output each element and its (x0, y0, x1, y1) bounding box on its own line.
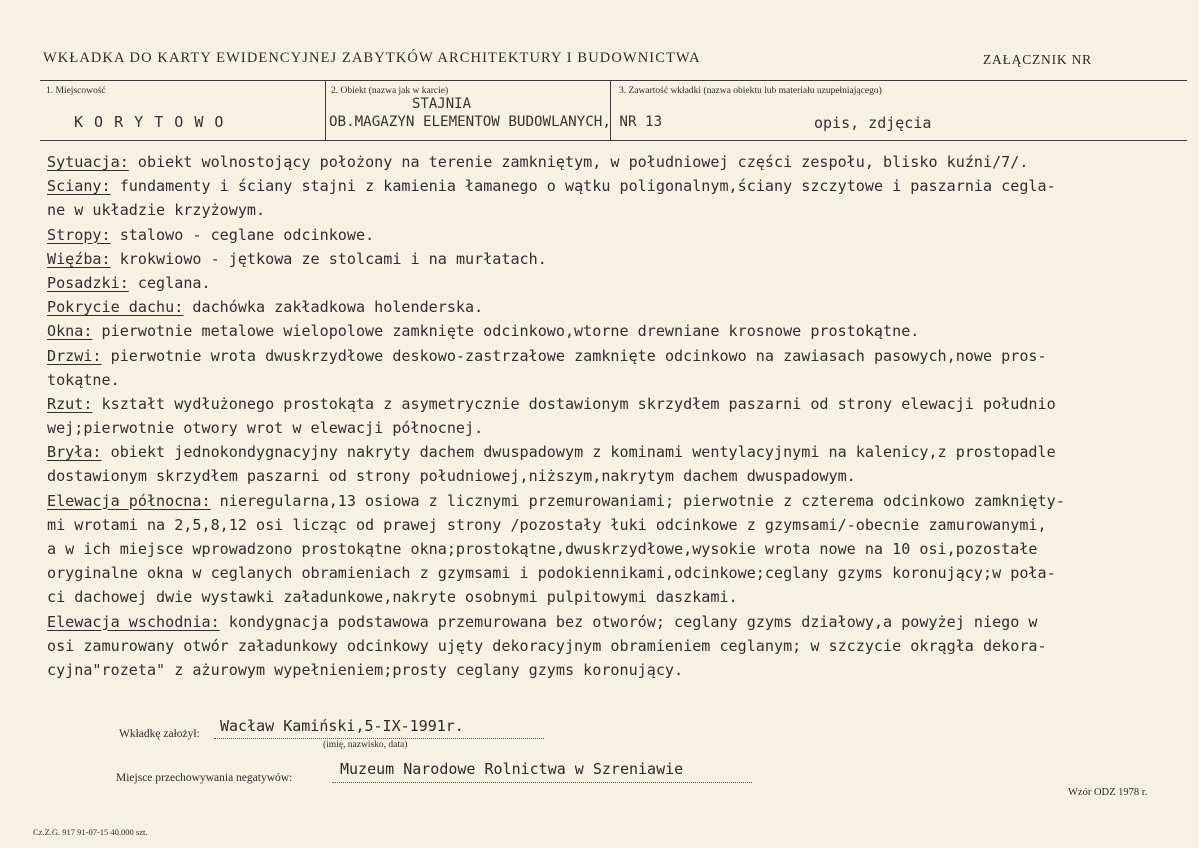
section-text: ceglana. (128, 273, 211, 292)
description-line (47, 489, 1192, 513)
section-text: obiekt wolnostojący położony na terenie zamkniętym, w południowej części zespołu, blisko kuźni/7/. (128, 153, 1029, 171)
section-label: Sciany: (47, 177, 111, 196)
attachment-number-label: ZAŁĄCZNIK NR (983, 52, 1092, 67)
description-line (47, 585, 1192, 609)
section-text: dachówka zakładkowa holenderska. (183, 298, 484, 317)
section-text: obiekt jednokondygnacyjny nakryty dachem dwuspadowym z kominami wentylacyjnymi na kalenicy,z prostopadle (101, 443, 1056, 462)
description-line (47, 150, 1192, 174)
section-text: ci dachowej dwie wystawki załadunkowe,nakryte osobnymi pulpitowymi daszkami. (47, 588, 738, 607)
field-content-label: 3. Zawartość wkładki (nazwa obiektu lub materiału uzupełniającego) (619, 86, 882, 96)
section-text: wej;pierwotnie otwory wrot w elewacji północnej. (47, 419, 484, 438)
section-label: Sytuacja: (47, 153, 129, 171)
field-location-value: K O R Y T O W O (74, 113, 225, 131)
author-caption: (imię, nazwisko, data) (323, 740, 408, 750)
description-line (47, 634, 1192, 658)
section-label: Okna: (47, 322, 93, 341)
form-code: Wzór ODZ 1978 r. (1068, 787, 1148, 798)
section-label: Elewacja północna: (47, 491, 211, 510)
section-label: Pokrycie dachu: (47, 298, 184, 317)
field-divider-2 (610, 80, 611, 140)
description-line (47, 561, 1192, 585)
description-line (47, 344, 1192, 368)
description-line (47, 440, 1192, 464)
description-line (47, 464, 1192, 488)
section-label: Stropy: (47, 225, 111, 244)
storage-value: Muzeum Narodowe Rolnictwa w Szreniawie (340, 760, 684, 778)
field-object-value-top: STAJNIA (412, 96, 472, 112)
section-text: mi wrotami na 2,5,8,12 osi licząc od prawej strony /pozostały łuki odcinkowe z gzymsami/-obecnie zamurowanymi, (47, 515, 1047, 534)
section-text: ne w układzie krzyżowym. (47, 201, 266, 220)
section-text: kształt wydłużonego prostokąta z asymetrycznie dostawionym skrzydłem paszarni od strony elewacji południo (92, 394, 1056, 413)
description-line (47, 223, 1192, 247)
description-line (47, 198, 1192, 222)
description-line (47, 295, 1192, 319)
author-label: Wkładkę założył: (119, 728, 200, 740)
description-line (47, 513, 1192, 537)
section-text: krokwiowo - jętkowa ze stolcami i na murłatach. (110, 249, 547, 268)
section-text: tokątne. (47, 370, 120, 389)
author-value: Wacław Kamiński,5-IX-1991r. (220, 717, 464, 735)
storage-label: Miejsce przechowywania negatywów: (116, 772, 293, 784)
description-line (47, 247, 1192, 271)
section-text: a w ich miejsce wprowadzono prostokątne okna;prostokątne,dwuskrzydłowe,wysokie wrota nowe na 10 osi,pozostałe (47, 540, 1038, 558)
section-text: kondygnacja podstawowa przemurowana bez otworów; ceglany gzyms działowy,a powyżej niego w (219, 612, 1038, 631)
section-label: Bryła: (47, 443, 102, 462)
field-object-value: OB.MAGAZYN ELEMENTOW BUDOWLANYCH, NR 13 (329, 114, 663, 130)
section-text: cyjna"rozeta" z ażurowym wypełnieniem;prosty ceglany gzyms koronujący. (47, 660, 684, 679)
section-text: nieregularna,13 osiowa z licznymi przemurowaniami; pierwotnie z czterema odcinkowo zamknięty- (210, 491, 1065, 510)
section-label: Posadzki: (47, 273, 129, 292)
description-line (47, 174, 1192, 198)
field-object-label: 2. Obiekt (nazwa jak w karcie) (331, 86, 449, 96)
fields-top-rule (40, 80, 1187, 81)
section-label: Więźba: (47, 249, 111, 268)
section-text: fundamenty i ściany stajni z kamienia łamanego o wątku poligonalnym,ściany szczytowe i paszarnia cegla- (110, 177, 1056, 196)
print-code: Cz.Z.G. 917 91-07-15 40.000 szt. (33, 827, 148, 837)
field-divider-1 (325, 80, 326, 140)
description-line (47, 416, 1192, 440)
description-line (47, 319, 1192, 343)
fields-bottom-rule (40, 140, 1187, 141)
description-line (47, 392, 1192, 416)
field-location-label: 1. Miejscowość (46, 86, 106, 96)
section-text: oryginalne okna w ceglanych obramieniach z gzymsami i podokiennikami,odcinkowe;ceglany gzyms koronujący;w poła- (47, 564, 1056, 583)
author-dotted-line (214, 738, 544, 739)
section-text: dostawionym skrzydłem paszarni od strony południowej,niższym,nakrytym dachem dwuspadowym. (47, 467, 856, 486)
page-title: WKŁADKA DO KARTY EWIDENCYJNEJ ZABYTKÓW ARCHITEKTURY I BUDOWNICTWA (43, 50, 701, 66)
description-line (47, 271, 1192, 295)
section-label: Elewacja wschodnia: (47, 612, 220, 631)
section-text: pierwotnie wrota dwuskrzydłowe deskowo-zastrzałowe zamknięte odcinkowo na zawiasach pasowych,nowe pros- (101, 346, 1047, 365)
description-line (47, 610, 1192, 634)
section-text: osi zamurowany otwór załadunkowy odcinkowy ujęty dekoracyjnym obramieniem ceglanym; w szczycie okrągła dekora- (47, 636, 1047, 655)
section-text: pierwotnie metalowe wielopolowe zamknięte odcinkowo,wtorne drewniane krosnowe prostokątne. (92, 322, 920, 341)
storage-dotted-line (332, 782, 752, 783)
section-label: Rzut: (47, 394, 93, 413)
description-line (47, 368, 1192, 392)
section-text: stalowo - ceglane odcinkowe. (110, 225, 375, 244)
section-label: Drzwi: (47, 346, 102, 365)
field-content-value: opis, zdjęcia (814, 114, 932, 132)
description-line (47, 537, 1192, 561)
description-line (47, 658, 1192, 682)
description-body (47, 150, 1192, 682)
